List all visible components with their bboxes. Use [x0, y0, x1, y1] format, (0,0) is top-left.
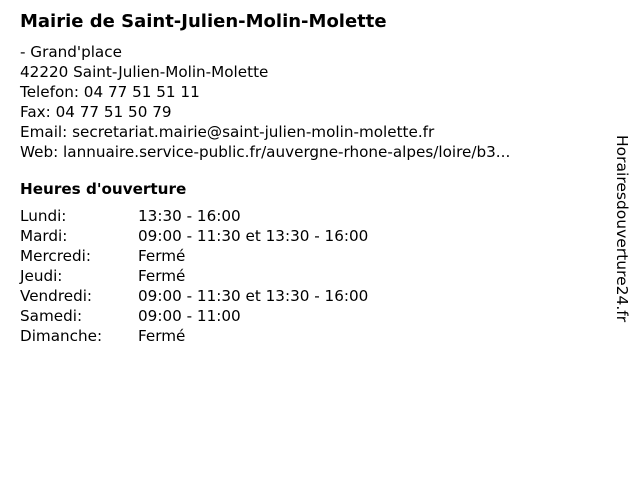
time-value: Fermé	[138, 247, 186, 265]
hours-row-wednesday	[20, 246, 605, 266]
time-value: Fermé	[138, 267, 186, 285]
time-value: Fermé	[138, 327, 186, 345]
city-line: 42220 Saint-Julien-Molin-Molette	[20, 63, 269, 81]
day-label: Samedi:	[20, 307, 83, 325]
hours-row-sunday	[20, 326, 605, 346]
web-line: Web: lannuaire.service-public.fr/auvergne-rhone-alpes/loire/b3...	[20, 143, 511, 161]
hours-row-tuesday	[20, 226, 605, 246]
time-value: 13:30 - 16:00	[138, 207, 241, 225]
time-value: 09:00 - 11:30 et 13:30 - 16:00	[138, 287, 369, 305]
phone-line: Telefon: 04 77 51 51 11	[20, 83, 200, 101]
email-line: Email: secretariat.mairie@saint-julien-molin-molette.fr	[20, 123, 435, 141]
day-label: Mardi:	[20, 227, 68, 245]
time-value: 09:00 - 11:30 et 13:30 - 16:00	[138, 227, 369, 245]
opening-hours-table	[20, 206, 605, 346]
day-label: Mercredi:	[20, 247, 91, 265]
day-label: Jeudi:	[20, 267, 63, 285]
day-label: Vendredi:	[20, 287, 93, 305]
hours-row-thursday	[20, 266, 605, 286]
fax-line: Fax: 04 77 51 50 79	[20, 103, 172, 121]
hours-row-monday	[20, 206, 605, 226]
opening-hours-heading: Heures d'ouverture	[20, 180, 187, 198]
day-label: Lundi:	[20, 207, 67, 225]
day-label: Dimanche:	[20, 327, 103, 345]
office-card	[20, 10, 605, 346]
office-name: Mairie de Saint-Julien-Molin-Molette	[20, 11, 387, 32]
hours-row-friday	[20, 286, 605, 306]
time-value: 09:00 - 11:00	[138, 307, 241, 325]
hours-row-saturday	[20, 306, 605, 326]
site-watermark: Horairesdouverture24.fr	[613, 135, 631, 323]
address-line: - Grand'place	[20, 43, 122, 61]
